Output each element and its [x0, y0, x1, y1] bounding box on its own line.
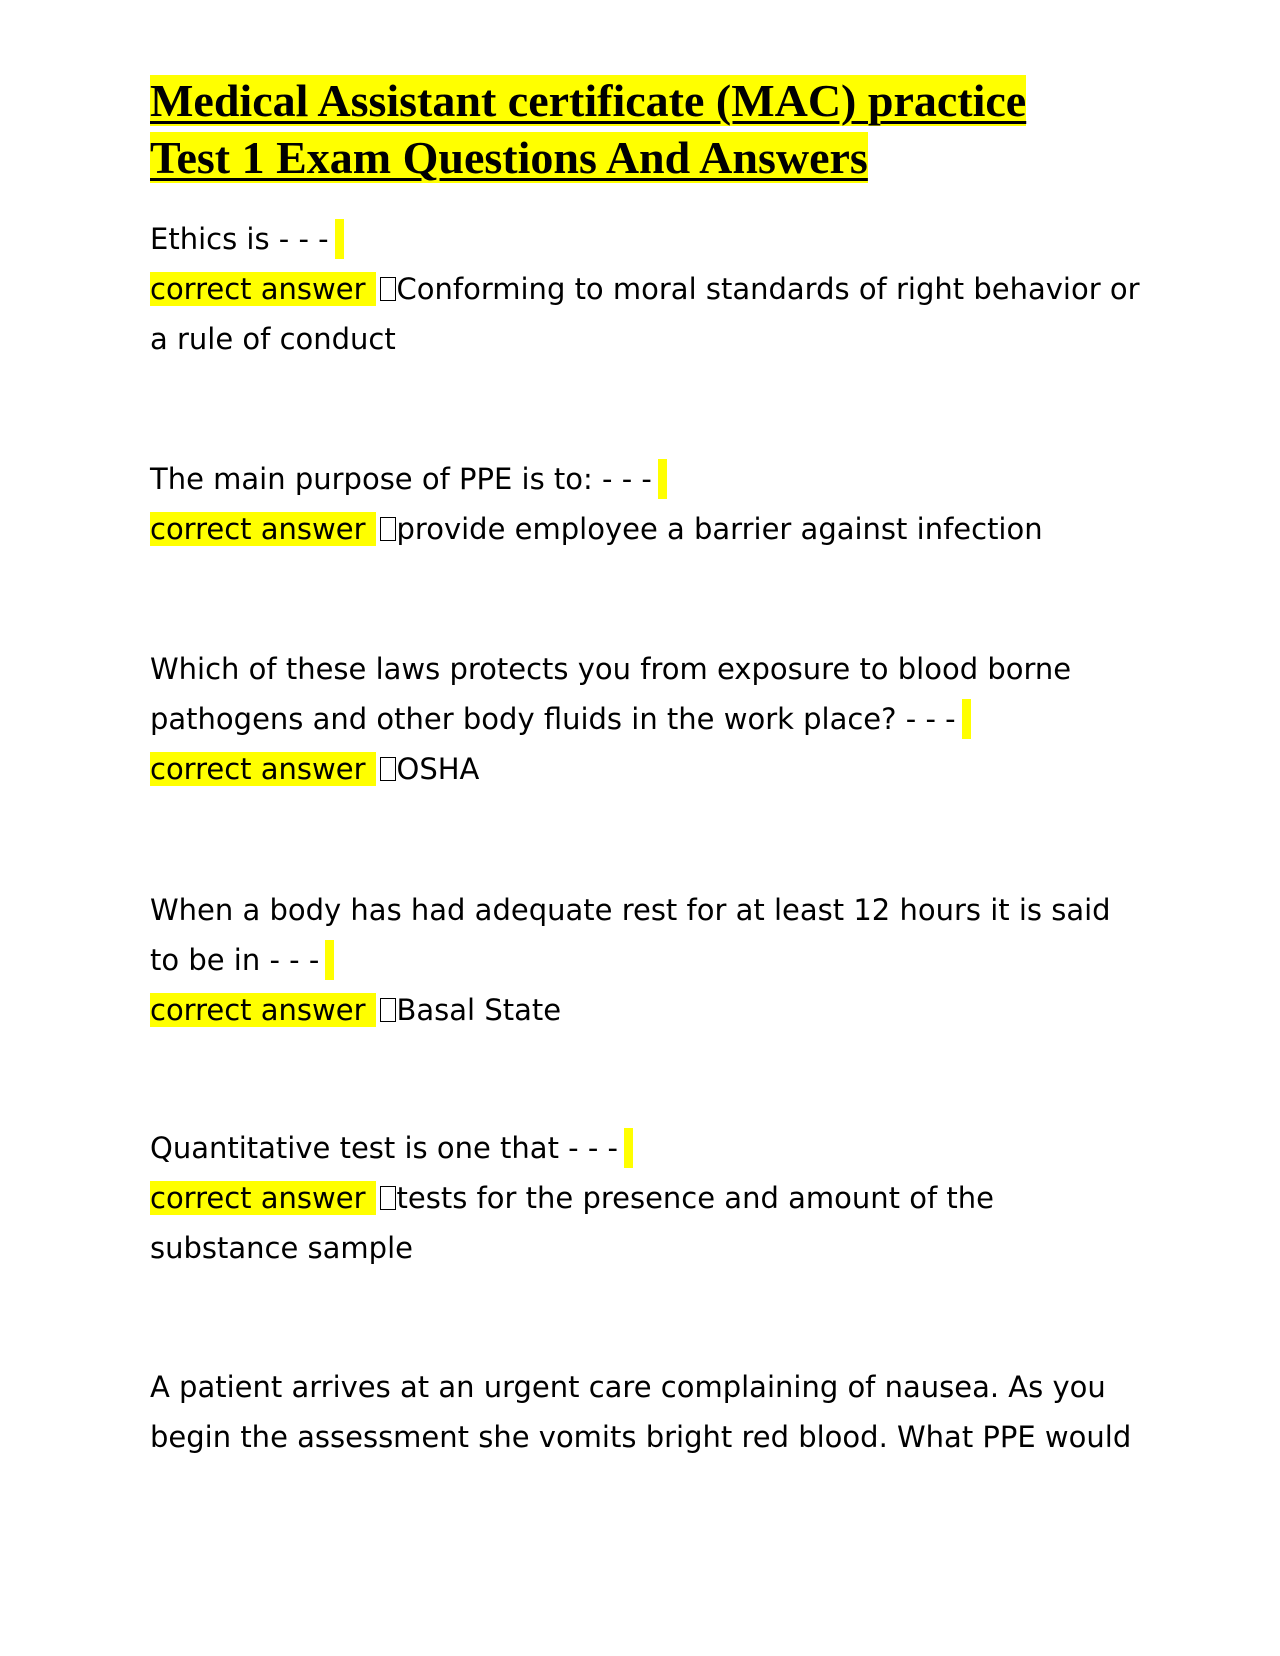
qa-item-5: [150, 1123, 1140, 1273]
missing-glyph-icon: [380, 998, 396, 1022]
missing-glyph-icon: [380, 277, 396, 301]
missing-glyph-icon: [380, 517, 396, 541]
correct-answer-label: correct answer: [150, 752, 376, 786]
answer-text: correct answer OSHA: [150, 752, 480, 786]
missing-glyph-icon: [380, 1186, 396, 1210]
qa-item-3: [150, 644, 1140, 794]
correct-answer-label: correct answer: [150, 993, 376, 1027]
answer-text: correct answer Basal State: [150, 993, 562, 1027]
question-text: Which of these laws protects you from exposure to blood borne pathogens and other body fluids in the work place? - - -: [150, 644, 1140, 744]
correct-answer-label: correct answer: [150, 512, 376, 546]
correct-answer-label: correct answer: [150, 1181, 376, 1215]
question-text: Ethics is - - -: [150, 214, 1140, 264]
question-text: The main purpose of PPE is to: - - -: [150, 454, 1140, 504]
question-text: A patient arrives at an urgent care complaining of nausea. As you begin the assessment she vomits bright red blood. What PPE would: [150, 1370, 1132, 1454]
page-title: [150, 72, 1150, 186]
correct-answer-label: correct answer: [150, 272, 376, 306]
question-text: Quantitative test is one that - - -: [150, 1123, 1140, 1173]
question-text: When a body has had adequate rest for at least 12 hours it is said to be in - - -: [150, 885, 1140, 985]
answer-text: correct answer tests for the presence and amount of the substance sample: [150, 1181, 994, 1265]
title-line-1: Medical Assistant certificate (MAC) practice: [150, 75, 1027, 126]
answer-text: correct answer Conforming to moral standards of right behavior or a rule of conduct: [150, 272, 1140, 356]
title-line-2: Test 1 Exam Questions And Answers: [150, 132, 868, 183]
qa-item-1: [150, 214, 1140, 364]
qa-item-6: [150, 1362, 1140, 1462]
qa-item-4: [150, 885, 1140, 1035]
answer-text: correct answer provide employee a barrier against infection: [150, 512, 1043, 546]
qa-item-2: [150, 454, 1140, 554]
missing-glyph-icon: [380, 757, 396, 781]
